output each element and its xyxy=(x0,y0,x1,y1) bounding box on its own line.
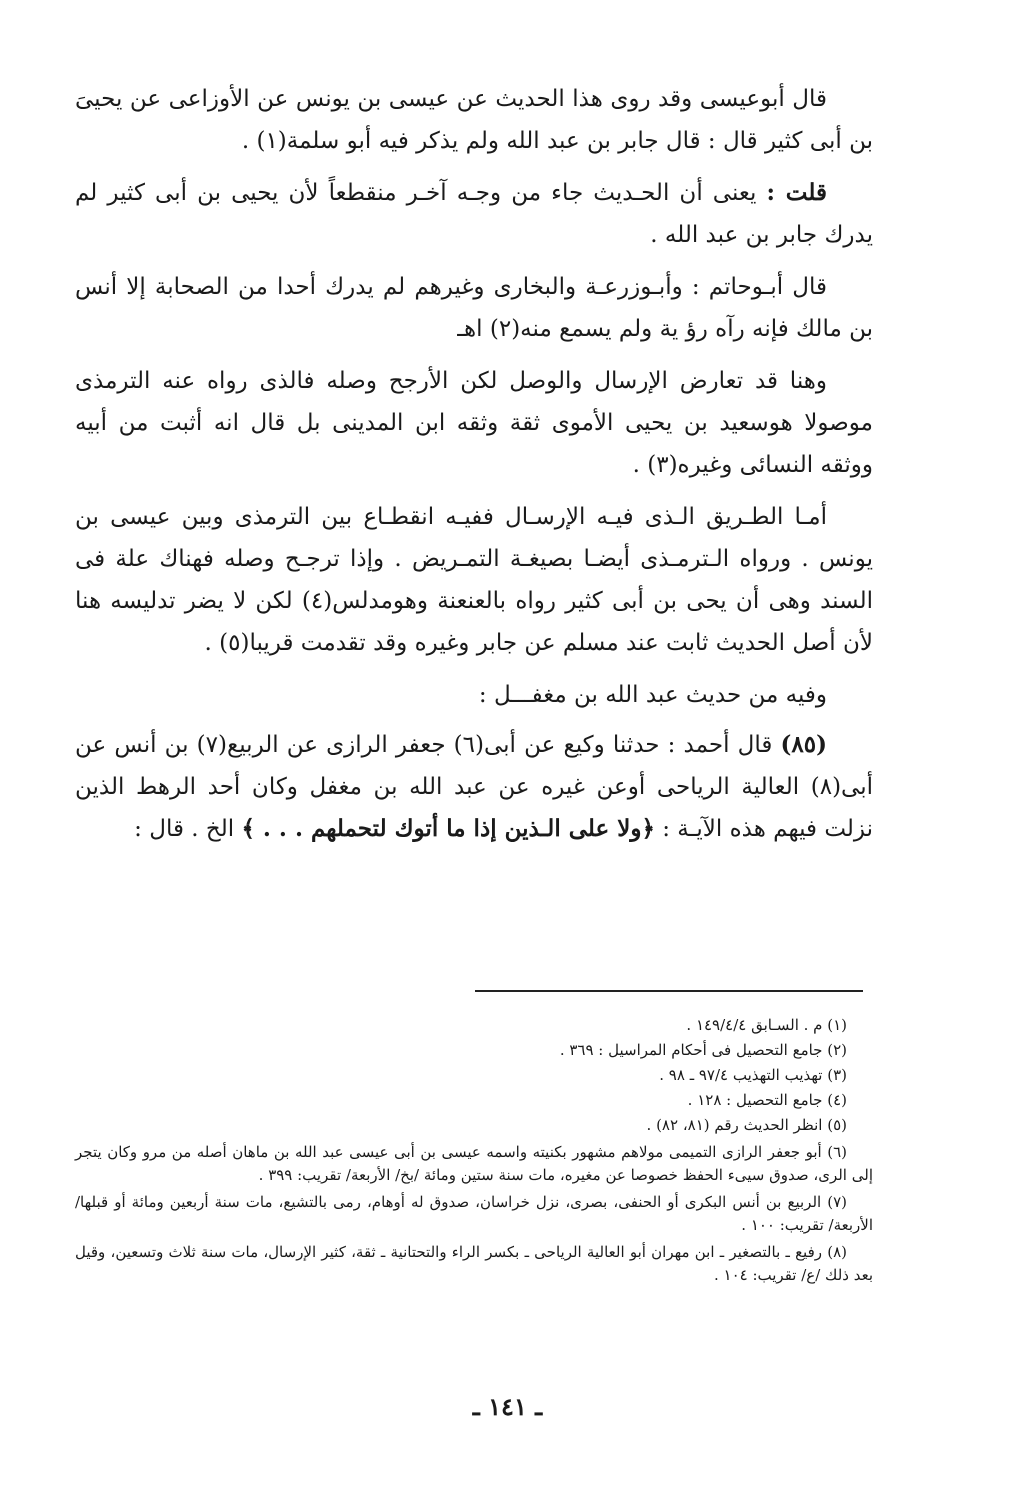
paragraph-2-lead: قلت : xyxy=(766,179,827,206)
hadith-tail: الخ . قال : xyxy=(134,816,242,842)
hadith-text: قال أحمد : حدثنا وكيع عن أبى(٦) جعفر الرازى عن الربيع(٧) بن أنس عن أبى(٨) العالية الرياحى أوعن غيره عن عبد الله بن مغفل وكان أحد الرهط الذين نزلت فيهم هذه الآيـة : xyxy=(75,732,873,842)
paragraph-4 xyxy=(75,360,873,486)
paragraph-4-text: وهنا قد تعارض الإرسال والوصل لكن الأرجح وصله فالذى رواه عنه الترمذى موصولا هوسعيد بن يحيى الأموى ثقة وثقه ابن المدينى بل قال انه أثبت من أبيه ووثقه النسائى وغيره(٣) . xyxy=(75,368,873,478)
paragraph-5-text: أمـا الطـريق الـذى فيـه الإرسـال ففيـه انقطـاع بين الترمذى وبين عيسى بن يونس . ورواه الـترمـذى أيضـا بصيغـة التمـريض . وإذا ترجـح وصله فهناك علة فى السند وهى أن يحى بن أبى كثير رواه بالعنعنة وهومدلس(٤) لكن لا يضر تدليسه هنا لأن أصل الحديث ثابت عند مسلم عن جابر وغيره وقد تقدمت قريبا(٥) . xyxy=(75,504,874,656)
footnote-6: (٦) أبو جعفر الرازى التميمى مولاهم مشهور بكنيته واسمه عيسى بن أبى عيسى عبد الله بن ماهان أصله من مرو وكان يتجر إلى الرى، صدوق سيىء الحفظ خصوصا عن مغيره، مات سنة ستين ومائة /بخ/ الأربعة/ تقريب: ٣٩٩ . xyxy=(75,1143,873,1184)
paragraph-5 xyxy=(75,496,873,664)
paragraph-3 xyxy=(75,266,873,350)
main-text-block xyxy=(75,78,873,860)
footnote-4: (٤) جامع التحصيل : ١٢٨ . xyxy=(687,1091,847,1109)
paragraph-1-text: قال أبوعيسى وقد روى هذا الحديث عن عيسى بن يونس عن الأوزاعى عن يحيىَ بن أبى كثير قال : قال جابر بن عبد الله ولم يذكر فيه أبو سلمة(١) . xyxy=(75,86,873,154)
paragraph-2-text: يعنى أن الحـديث جاء من وجـه آخـر منقطعاً لأن يحيى بن أبى كثير لم يدرك جابر بن عبد الله . xyxy=(75,180,873,248)
paragraph-2 xyxy=(75,172,873,256)
hadith-85 xyxy=(75,724,873,850)
section-intro-text: وفيه من حديث عبد الله بن مغفـــل : xyxy=(478,682,827,708)
quran-quote: ﴿ولا على الـذين إذا ما أتوك لتحملهم . . . ﴾ xyxy=(241,815,655,842)
paragraph-3-text: قال أبـوحاتم : وأبـوزرعـة والبخارى وغيرهم لم يدرك أحدا من الصحابة إلا أنس بن مالك فإنه رآه رؤ ية ولم يسمع منه(٢) اهـ xyxy=(75,274,873,342)
paragraph-1 xyxy=(75,78,873,162)
footnote-2: (٢) جامع التحصيل فى أحكام المراسيل : ٣٦٩ . xyxy=(559,1041,847,1059)
footnote-7: (٧) الربيع بن أنس البكرى أو الحنفى، بصرى، نزل خراسان، صدوق له أوهام، رمى بالتشيع، مات سنة أربعين ومائة أو قبلها/ الأربعة/ تقريب: ١٠٠ . xyxy=(75,1193,873,1234)
footnotes xyxy=(75,1014,873,1289)
footnote-3: (٣) تهذيب التهذيب ٩٧/٤ ـ ٩٨ . xyxy=(659,1066,847,1084)
page-number: ـ ١٤١ ـ xyxy=(472,1392,543,1421)
footnote-5: (٥) انظر الحديث رقم (٨١، ٨٢) . xyxy=(646,1116,847,1134)
footnote-8: (٨) رفيع ـ بالتصغير ـ ابن مهران أبو العالية الرياحى ـ بكسر الراء والتحتانية ـ ثقة، كثير الإرسال، مات سنة ثلاث وتسعين، وقيل بعد ذلك /ع/ تقريب: ١٠٤ . xyxy=(75,1243,873,1284)
footnote-1: (١) م . السـابق ١٤٩/٤/٤ . xyxy=(686,1016,847,1034)
hadith-number: (٨٥) xyxy=(780,731,827,758)
section-intro xyxy=(75,674,873,716)
footnote-separator xyxy=(475,990,863,992)
